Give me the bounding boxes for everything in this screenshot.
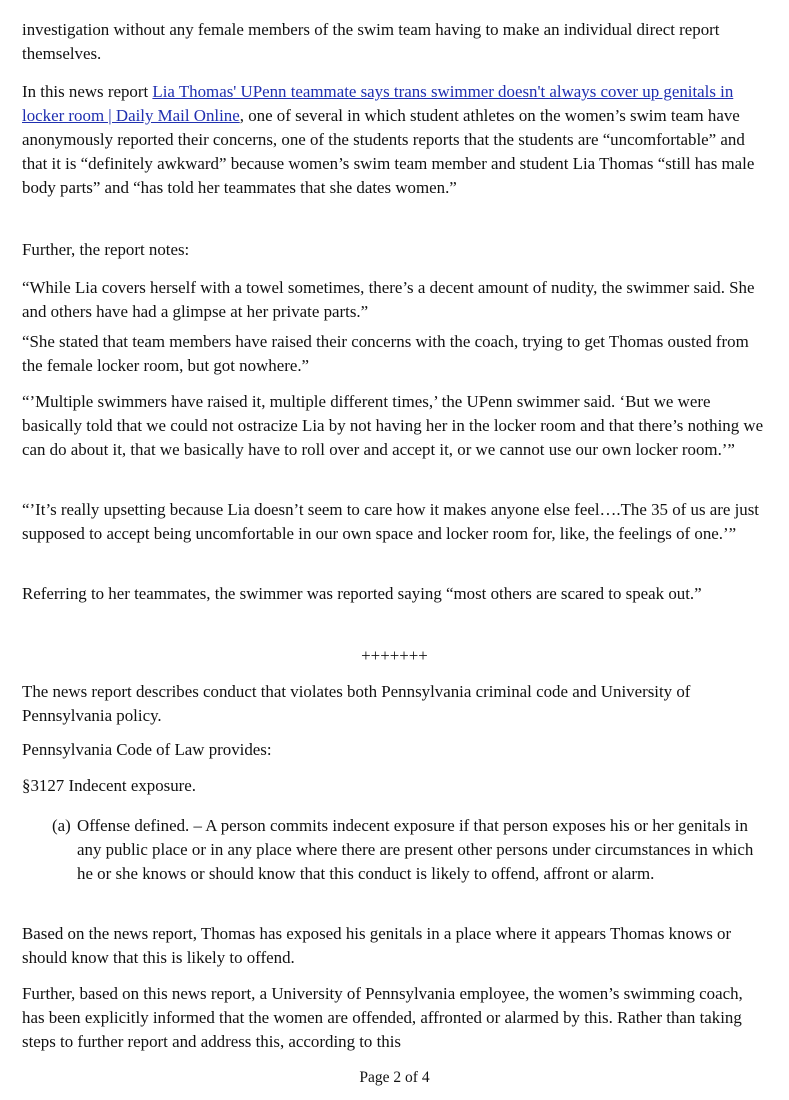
daily-mail-link[interactable]: Lia Thomas' UPenn teammate says trans swimmer doesn't always cover up genitals in locker room | Daily Mail Online bbox=[22, 82, 734, 125]
list-marker: (a) bbox=[52, 816, 71, 835]
paragraph-news-report bbox=[22, 80, 767, 200]
paragraph-pa-code: Pennsylvania Code of Law provides: bbox=[22, 740, 272, 759]
paragraph-coach-informed: Further, based on this news report, a University of Pennsylvania employee, the women’s swimming coach, has been explicitly informed that the women are offended, affronted or alarmed by this. Rather than taking steps to further report and address this, according to this bbox=[22, 984, 743, 1051]
paragraph-exposed: Based on the news report, Thomas has exposed his genitals in a place where it appears Thomas knows or should know that this is likely to offend. bbox=[22, 924, 732, 967]
paragraph-violates: The news report describes conduct that violates both Pennsylvania criminal code and University of Pennsylvania policy. bbox=[22, 682, 691, 725]
section-separator: +++++++ bbox=[361, 646, 428, 665]
paragraph-news-report-body: , one of several in which student athletes on the women’s swim team have anonymously reported their concerns, one of the students reports that the students are “uncomfortable” and that it is “definitely awkward” because women’s swim team member and student Lia Thomas “still has male body parts” and “has told her teammates that she dates women.” bbox=[22, 106, 755, 197]
quote-upsetting: “’It’s really upsetting because Lia doesn’t seem to care how it makes anyone else feel….The 35 of us are just supposed to accept being uncomfortable in our own space and locker room for, like, the feelings of one.’” bbox=[22, 500, 759, 543]
paragraph-news-report-intro: In this news report bbox=[22, 82, 153, 101]
paragraph-further-notes: Further, the report notes: bbox=[22, 240, 190, 259]
quote-towel: “While Lia covers herself with a towel sometimes, there’s a decent amount of nudity, the swimmer said. She and others have had a glimpse at her private parts.” bbox=[22, 278, 755, 321]
list-item-offense-defined bbox=[52, 814, 767, 886]
page-number: Page 2 of 4 bbox=[359, 1069, 430, 1086]
list-item-text: Offense defined. – A person commits indecent exposure if that person exposes his or her genitals in any public place or in any place where there are present other persons under circumstances in which he or she knows or should know that this conduct is likely to offend, affront or alarm. bbox=[77, 816, 754, 883]
quote-coach: “She stated that team members have raised their concerns with the coach, trying to get Thomas ousted from the female locker room, but got nowhere.” bbox=[22, 332, 749, 375]
paragraph-investigation: investigation without any female members of the swim team having to make an individual direct report themselves. bbox=[22, 20, 720, 63]
paragraph-teammates: Referring to her teammates, the swimmer was reported saying “most others are scared to speak out.” bbox=[22, 584, 702, 603]
paragraph-section-3127: §3127 Indecent exposure. bbox=[22, 776, 197, 795]
quote-multiple-swimmers: “’Multiple swimmers have raised it, multiple different times,’ the UPenn swimmer said. ‘But we were basically told that we could not ostracize Lia by not having her in the locker room and that there’s nothing we can do about it, that we basically have to roll over and accept it, or we cannot use our own locker room.’” bbox=[22, 392, 764, 459]
